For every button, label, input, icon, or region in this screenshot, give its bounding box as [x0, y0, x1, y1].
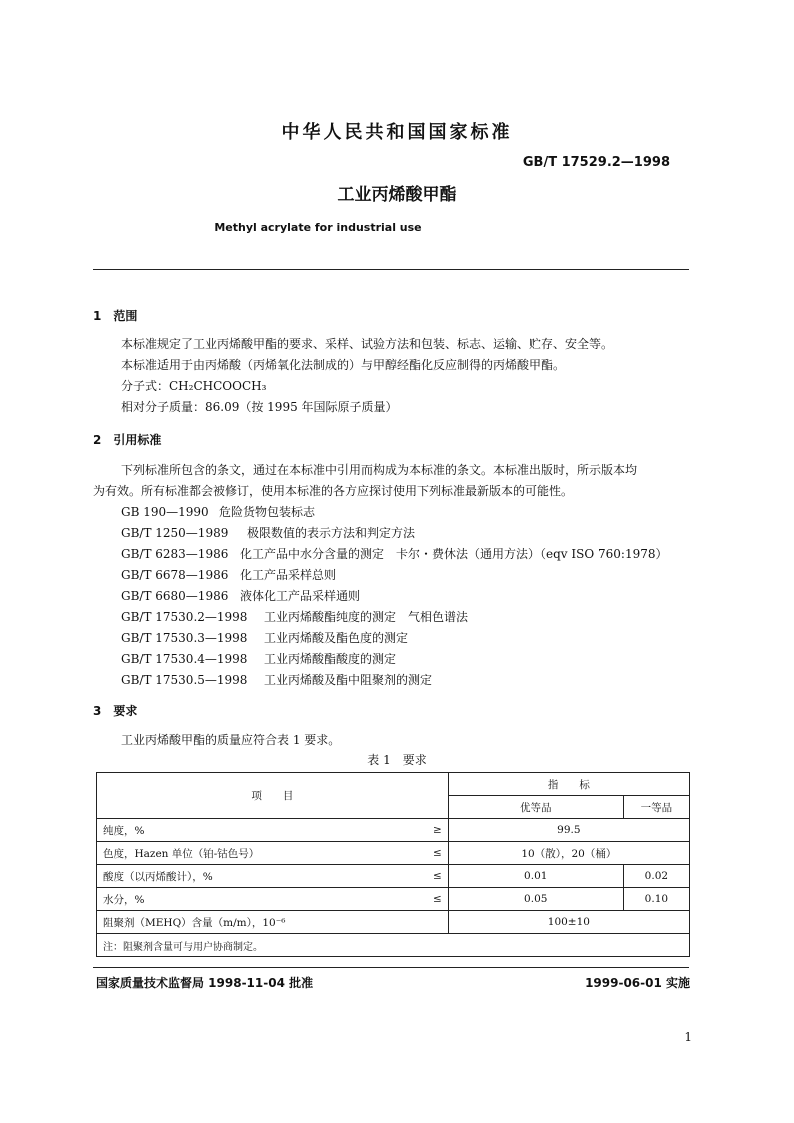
- ref-code: GB/T 1250—1989: [121, 526, 229, 540]
- row-symbol: ≤: [416, 865, 449, 888]
- reference-item: [121, 629, 408, 646]
- row-item: 色度，Hazen 单位（铂-钴色号）: [97, 842, 416, 865]
- reference-item: [121, 587, 360, 604]
- row-value-superior: 0.05: [448, 888, 623, 911]
- national-standard-title: 中华人民共和国国家标准: [281, 122, 513, 143]
- section2-intro-line: 为有效。所有标准都会被修订，使用本标准的各方应探讨使用下列标准最新版本的可能性。: [93, 484, 574, 498]
- row-symbol: [416, 911, 449, 934]
- row-value-first: 0.02: [623, 865, 689, 888]
- row-item: 纯度，%: [97, 819, 416, 842]
- table-row: [97, 842, 690, 865]
- col-first-header: 一等品: [623, 796, 689, 819]
- table-caption: 表 1 要求: [367, 753, 427, 767]
- row-value-superior: 0.01: [448, 865, 623, 888]
- effective-date: 1999-06-01 实施: [585, 976, 690, 990]
- row-item: 阻聚剂（MEHQ）含量（m/m），10⁻⁶: [97, 911, 416, 934]
- row-symbol: ≤: [416, 842, 449, 865]
- section1-mass: 相对分子质量：86.09（按 1995 年国际原子质量）: [121, 400, 398, 414]
- ref-code: GB/T 6678—1986: [121, 568, 229, 582]
- ref-title: 工业丙烯酸酯纯度的测定 气相色谱法: [264, 610, 469, 624]
- ref-code: GB/T 17530.4—1998: [121, 652, 248, 666]
- standard-number: GB/T 17529.2—1998: [522, 155, 670, 170]
- row-value-first: 0.10: [623, 888, 689, 911]
- section3-intro: 工业丙烯酸甲酯的质量应符合表 1 要求。: [121, 733, 341, 747]
- ref-code: GB/T 6680—1986: [121, 589, 229, 603]
- footer-divider: [93, 967, 689, 968]
- section2-heading: 2 引用标准: [93, 433, 162, 447]
- row-value: 10（散），20（桶）: [448, 842, 689, 865]
- document-title-cn: 工业丙烯酸甲酯: [337, 185, 457, 205]
- section1-formula: 分子式：CH₂CHCOOCH₃: [121, 379, 267, 393]
- ref-title: 危险货物包装标志: [219, 505, 316, 519]
- section3-heading: 3 要求: [93, 704, 138, 718]
- reference-item: [121, 671, 432, 688]
- reference-item: [121, 545, 667, 562]
- ref-title: 液体化工产品采样通则: [240, 589, 361, 603]
- col-item-header: 项 目: [97, 773, 449, 819]
- ref-code: GB 190—1990: [121, 505, 209, 519]
- reference-item: [121, 503, 315, 520]
- table-row: [97, 865, 690, 888]
- section1-heading: 1 范围: [93, 309, 138, 323]
- ref-code: GB/T 6283—1986: [121, 547, 229, 561]
- ref-title: 工业丙烯酸及酯中阻聚剂的测定: [264, 673, 433, 687]
- ref-title: 极限数值的表示方法和判定方法: [247, 526, 416, 540]
- col-index-header: 指 标: [448, 773, 689, 796]
- reference-item: [121, 524, 415, 541]
- ref-title: 工业丙烯酸酯酸度的测定: [264, 652, 397, 666]
- row-value: 99.5: [448, 819, 689, 842]
- ref-code: GB/T 17530.3—1998: [121, 631, 248, 645]
- table-note-row: [97, 934, 690, 957]
- row-symbol: ≥: [416, 819, 449, 842]
- section1-line: 本标准规定了工业丙烯酸甲酯的要求、采样、试验方法和包装、标志、运输、贮存、安全等。: [121, 337, 614, 351]
- ref-title: 化工产品中水分含量的测定 卡尔・费休法（通用方法）（eqv ISO 760:1978）: [240, 547, 668, 561]
- reference-item: [121, 650, 396, 667]
- reference-item: [121, 608, 468, 625]
- section2-intro-line: 下列标准所包含的条文，通过在本标准中引用而构成为本标准的条文。本标准出版时，所示版本均: [121, 463, 638, 477]
- approval-date: 国家质量技术监督局 1998-11-04 批准: [96, 976, 314, 990]
- table-row: [97, 911, 690, 934]
- requirements-table: [96, 772, 690, 957]
- document-title-en: Methyl acrylate for industrial use: [214, 221, 422, 234]
- row-item: 水分，%: [97, 888, 416, 911]
- section1-line: 本标准适用于由丙烯酸（丙烯氧化法制成的）与甲醇经酯化反应制得的丙烯酸甲酯。: [121, 358, 566, 372]
- row-item: 酸度（以丙烯酸计），%: [97, 865, 416, 888]
- row-value: 100±10: [448, 911, 689, 934]
- ref-code: GB/T 17530.5—1998: [121, 673, 248, 687]
- table-header-row: [97, 773, 690, 796]
- reference-item: [121, 566, 336, 583]
- col-superior-header: 优等品: [448, 796, 623, 819]
- page-number: 1: [684, 1030, 692, 1044]
- table-row: [97, 888, 690, 911]
- ref-title: 化工产品采样总则: [240, 568, 337, 582]
- table-note: 注：阻聚剂含量可与用户协商制定。: [97, 934, 690, 957]
- header-divider: [93, 269, 689, 270]
- row-symbol: ≤: [416, 888, 449, 911]
- ref-title: 工业丙烯酸及酯色度的测定: [264, 631, 409, 645]
- ref-code: GB/T 17530.2—1998: [121, 610, 248, 624]
- table-row: [97, 819, 690, 842]
